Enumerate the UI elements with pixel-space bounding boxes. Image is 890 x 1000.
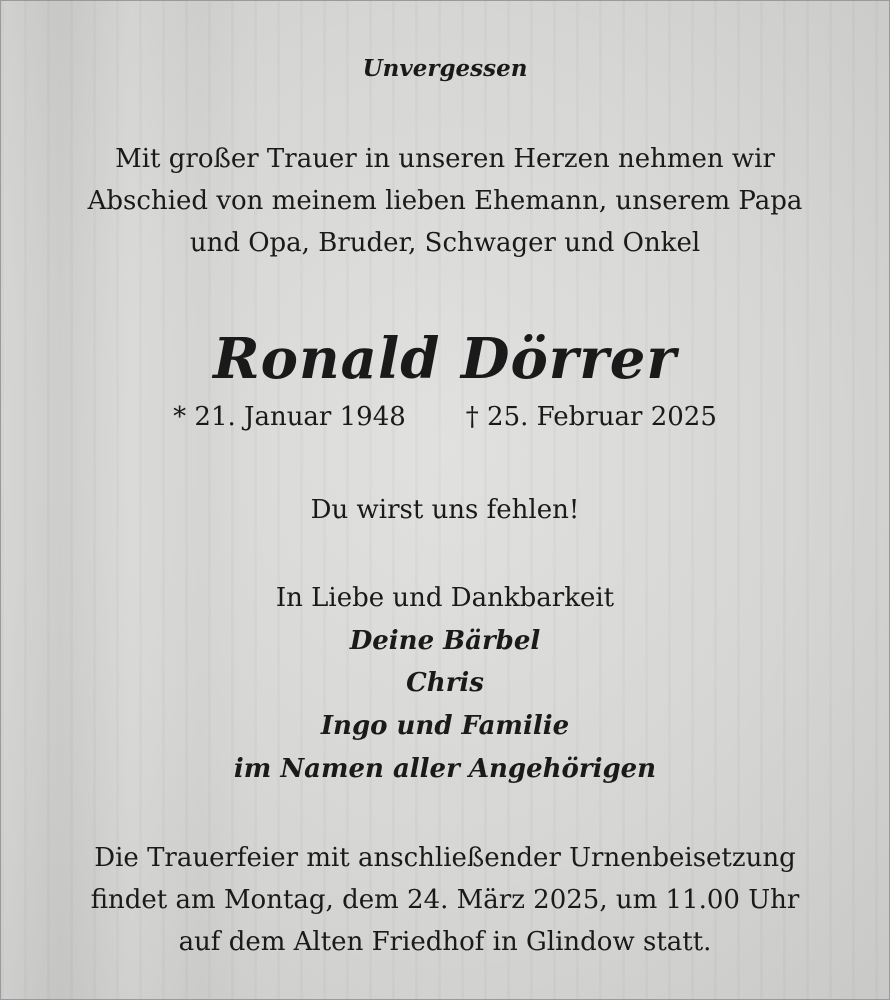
signatory: Chris bbox=[406, 668, 484, 698]
intro-line: Abschied von meinem lieben Ehemann, unserem Papa bbox=[87, 186, 803, 216]
signatory: im Namen aller Angehörigen bbox=[233, 754, 657, 784]
ceremony-line: Die Trauerfeier mit anschließender Urnenbeisetzung bbox=[94, 843, 796, 873]
life-dates bbox=[1, 404, 889, 430]
deceased-name: Ronald Dörrer bbox=[213, 326, 677, 392]
intro-line: und Opa, Bruder, Schwager und Onkel bbox=[189, 228, 701, 258]
heading: Unvergessen bbox=[362, 55, 528, 82]
farewell-text: Du wirst uns fehlen! bbox=[310, 495, 580, 525]
signatory: Deine Bärbel bbox=[349, 626, 541, 656]
closing-text: In Liebe und Dankbarkeit bbox=[275, 583, 615, 613]
signatory: Ingo und Familie bbox=[320, 711, 570, 741]
death-date: † 25. Februar 2025 bbox=[465, 402, 717, 432]
ceremony-line: auf dem Alten Friedhof in Glindow statt. bbox=[178, 927, 712, 957]
ceremony-line: findet am Montag, dem 24. März 2025, um 11.00 Uhr bbox=[90, 885, 800, 915]
intro-line: Mit großer Trauer in unseren Herzen nehmen wir bbox=[115, 144, 775, 174]
birth-date: * 21. Januar 1948 bbox=[173, 402, 406, 432]
